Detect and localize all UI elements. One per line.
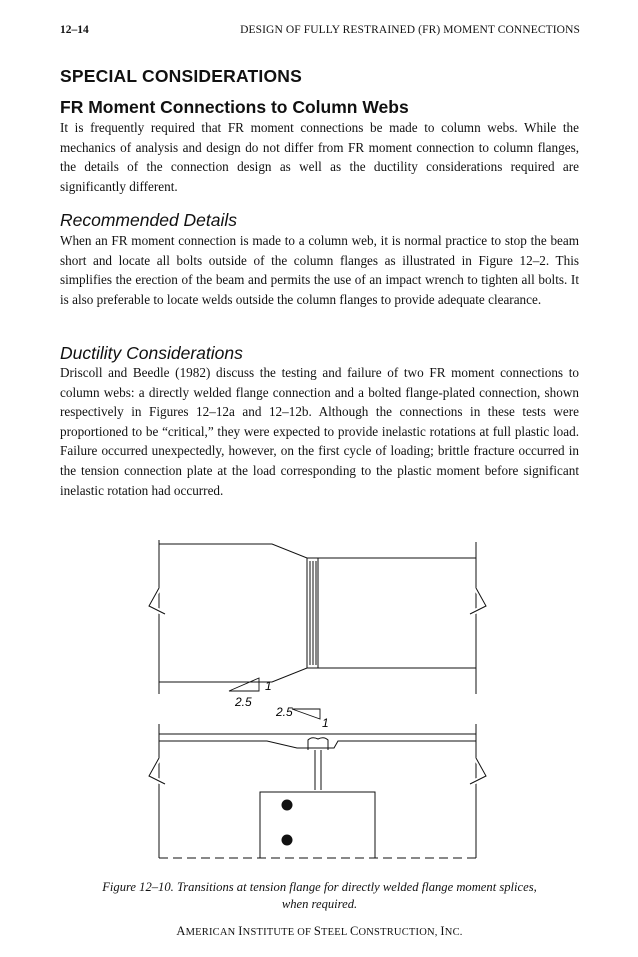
bottom-flange-edge xyxy=(159,668,476,682)
slope-rise-top-label: 1 xyxy=(265,679,272,693)
footer-part: I xyxy=(238,924,243,938)
connection-plate xyxy=(260,792,375,858)
paragraph-intro: It is frequently required that FR moment connections be made to column webs. While the mechanics of analysis and design do not differ from FR moment connection to column flanges, the details of the connection design as well as the ductility considerations required are significantly different. xyxy=(60,120,579,194)
figure-caption xyxy=(60,879,579,913)
caption-line-2: when required. xyxy=(281,897,358,911)
figure-drawing xyxy=(140,528,500,878)
bolt-hole-upper xyxy=(282,800,293,811)
footer-part: TEEL xyxy=(321,927,350,938)
footer-part: A xyxy=(176,924,186,938)
plan-view-detail xyxy=(149,540,486,694)
footer-part: NC. xyxy=(444,927,463,938)
running-title: DESIGN OF FULLY RESTRAINED (FR) MOMENT CONNECTIONS xyxy=(240,24,580,36)
paragraph-recommended-details: When an FR moment connection is made to a column web, it is normal practice to stop the beam short and locate all bolts outside of the column flanges as illustrated in Figure 12–2. This simplifies the erection of the beam and permits the use of an impact wrench to tighten all bolts. It is also preferable to locate welds outside the column flanges to provide adequate clearance. xyxy=(60,233,579,307)
footer-part: ONSTRUCTION, xyxy=(358,927,441,938)
figure-12-10 xyxy=(140,528,500,878)
publisher-footer xyxy=(60,924,579,939)
footer-part: S xyxy=(313,924,322,938)
flange-bottom-edge xyxy=(159,741,476,748)
heading-recommended-details: Recommended Details xyxy=(60,210,238,230)
caption-line-1: Figure 12–10. Transitions at tension flange for directly welded flange moment splices, xyxy=(102,880,537,894)
footer-part: MERICAN xyxy=(185,927,239,938)
page-number: 12–14 xyxy=(60,24,89,36)
footer-part: C xyxy=(349,924,359,938)
top-flange-edge xyxy=(159,544,476,558)
subsection-title: FR Moment Connections to Column Webs xyxy=(60,97,409,117)
footer-part: I xyxy=(440,924,445,938)
elevation-view-detail xyxy=(149,724,486,858)
slope-run-bottom-label: 2.5 xyxy=(276,705,293,719)
slope-triangle-top xyxy=(229,678,259,691)
slope-triangle-bottom xyxy=(292,709,320,719)
running-header xyxy=(60,24,580,40)
slope-rise-bottom-label: 1 xyxy=(322,716,329,730)
section-title: SPECIAL CONSIDERATIONS xyxy=(60,66,302,86)
bolt-hole-lower xyxy=(282,835,293,846)
footer-part: NSTITUTE OF xyxy=(242,927,314,938)
paragraph-ductility: Driscoll and Beedle (1982) discuss the testing and failure of two FR moment connections to column webs: a directly welded flange connection and a bolted flange-plated connection, shown respectively in Figures 12–12a and 12–12b. Although the connections in these tests were proportioned to be “critical,” they were expected to provide inelastic rotations at full plastic load. Failure occurred unexpectedly, however, on the first cycle of loading; brittle fracture occurred in the tension connection plate at the load corresponding to the plastic moment before significant inelastic rotation had occurred. xyxy=(60,365,579,498)
slope-run-top-label: 2.5 xyxy=(235,695,252,709)
heading-ductility-considerations: Ductility Considerations xyxy=(60,343,243,363)
